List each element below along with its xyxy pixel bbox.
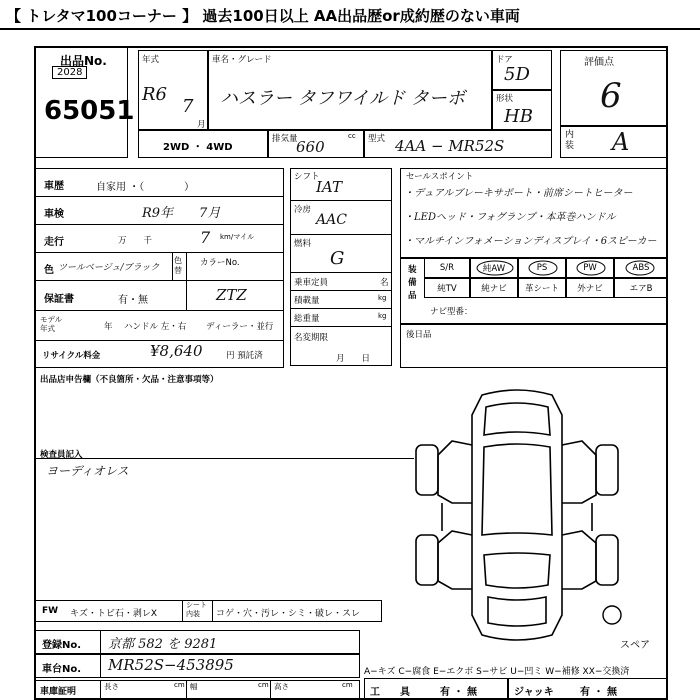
year-era: R6 xyxy=(142,84,168,105)
header-title: 【 トレタマ100コーナー 】 過去100日以上 AA出品歴or成約歴のない車両 xyxy=(6,7,520,25)
load-label: 積載量 xyxy=(294,296,320,306)
fuel-value: G xyxy=(330,248,345,269)
circle-abs xyxy=(626,261,654,275)
equip-airbag: エアB xyxy=(614,278,668,298)
history-label: 車歴 xyxy=(44,181,64,192)
inspector-text: ヨーディオレス xyxy=(46,464,129,478)
legend-fw-items: キズ・トビ石・剥レX xyxy=(70,609,157,619)
sales-line-3: ・マルチインフォメーションディスプレイ・6スピーカー xyxy=(404,236,657,247)
displacement-label: 排気量 xyxy=(272,134,298,144)
warranty-value: 有・無 xyxy=(118,295,148,306)
header-bar xyxy=(0,0,700,30)
equip-aw: 純AW xyxy=(470,258,518,278)
equip-ps: PS xyxy=(518,258,566,278)
equip-leather: 革シート xyxy=(518,278,566,298)
model-label: 型式 xyxy=(368,134,386,144)
shift-label: シフト xyxy=(294,172,320,182)
color-change-label: 色替 xyxy=(174,256,182,275)
circle-pw xyxy=(577,261,605,275)
inspection-label: 車検 xyxy=(44,209,64,220)
model-year-year: 年 xyxy=(104,322,113,332)
warranty-label: 保証書 xyxy=(44,294,74,305)
certificate-length-unit: cm xyxy=(174,681,185,689)
jack-label: ジャッキ xyxy=(514,687,554,698)
color-value: ツールベージュ/ブラック xyxy=(58,263,160,273)
capacity-label: 乗車定員 xyxy=(294,278,329,288)
spare-label: スペア xyxy=(620,640,650,651)
equip-sr: S/R xyxy=(424,258,470,278)
history-value: 自家用 ・（ ） xyxy=(96,182,195,193)
certificate-height: 高さ xyxy=(274,682,289,691)
car-diagram xyxy=(412,385,622,645)
shift-value: IAT xyxy=(316,178,342,196)
jack-value: 有 ・ 無 xyxy=(580,687,617,698)
ac-label: 冷房 xyxy=(294,205,312,215)
legend-fw-label: FW xyxy=(42,606,59,616)
tools-value: 有 ・ 無 xyxy=(440,687,477,698)
certificate-label: 車庫証明 xyxy=(40,687,77,697)
name-label: 車名・グレード xyxy=(212,55,272,65)
deadline-label: 名変期限 xyxy=(294,333,329,343)
color-label: 色 xyxy=(44,265,54,276)
registration-label: 登録No. xyxy=(42,640,82,651)
equip-navi-model: ナビ型番： xyxy=(430,307,473,317)
chassis-label: 車台No. xyxy=(42,664,82,675)
mileage-units: 万 千 xyxy=(118,236,153,246)
displacement-value: 660 xyxy=(296,138,325,156)
lot-number: 65051 xyxy=(44,96,135,126)
certificate-height-unit: cm xyxy=(342,681,353,689)
weight-label: 総重量 xyxy=(294,314,320,324)
lot-year-tag: 2028 xyxy=(52,66,87,79)
equipment-circles xyxy=(400,256,668,280)
weight-unit: kg xyxy=(378,312,387,320)
equip-ext-navi: 外ナビ xyxy=(566,278,614,298)
year-label: 年式 xyxy=(142,55,160,65)
model-year-handle: ハンドル 左・右 xyxy=(124,322,187,332)
mileage-unit: km/マイル xyxy=(220,233,255,241)
year-month-label: 月 xyxy=(197,120,206,130)
model-value: 4AA − MR52S xyxy=(395,137,505,155)
name-value: ハスラー タフワイルド ターボ xyxy=(220,88,465,109)
sales-line-2: ・LEDヘッド・フォグランプ・本革巻ハンドル xyxy=(404,212,616,223)
chassis-value: MR52S−453895 xyxy=(108,656,234,674)
registration-value: 京都 582 を 9281 xyxy=(108,637,218,652)
load-unit: kg xyxy=(378,294,387,302)
damage-legend: A−キズ C−腐食 E−エクボ S−サビ U−凹ミ W−補修 XX−交換済 xyxy=(364,667,630,677)
capacity-unit: 名 xyxy=(380,278,389,288)
lot-label: 出品No. xyxy=(60,54,107,68)
year-month: 7 xyxy=(182,96,194,117)
equip-pw: PW xyxy=(566,258,614,278)
spare-wheel-icon xyxy=(603,606,621,624)
inspection-value: R9年 7月 xyxy=(142,206,221,221)
notes-label: 後日品 xyxy=(406,330,432,340)
recycle-value: ¥8,640 xyxy=(150,342,203,360)
fuel-label: 燃料 xyxy=(294,239,312,249)
score-value: 6 xyxy=(600,76,622,116)
interior-value: A xyxy=(612,128,630,156)
doors-value: 5D xyxy=(504,64,530,85)
circle-aw xyxy=(477,261,513,275)
seller-notes-label: 出品店申告欄（不良箇所・欠品・注意事項等） xyxy=(40,375,219,385)
shape-label: 形状 xyxy=(496,94,514,104)
deadline-unit: 月 日 xyxy=(336,354,371,364)
model-year-label: モデル年式 xyxy=(40,315,63,333)
certificate-width-unit: cm xyxy=(258,681,269,689)
legend-seat-items: コゲ・穴・汚レ・シミ・破レ・スレ xyxy=(216,609,361,619)
drive-label: 2WD ・ 4WD xyxy=(163,142,233,153)
ac-value: AAC xyxy=(316,212,347,228)
interior-label: 内装 xyxy=(565,130,575,151)
notes-box xyxy=(400,324,668,368)
displacement-unit: cc xyxy=(348,132,356,140)
equipment-label: 装備品 xyxy=(408,265,417,301)
color-code-label: カラーNo. xyxy=(200,258,240,268)
recycle-suffix: 円 預託済 xyxy=(226,351,263,361)
equip-abs: ABS xyxy=(614,258,668,278)
certificate-length: 長さ xyxy=(104,682,119,691)
recycle-label: リサイクル料金 xyxy=(42,351,101,361)
legend-seat-label: シート内装 xyxy=(186,601,207,618)
mileage-value: 7 xyxy=(200,228,211,247)
tools-label: 工 具 xyxy=(370,687,410,698)
shape-value: HB xyxy=(504,106,533,127)
inspector-label: 検査員記入 xyxy=(40,450,83,460)
model-year-dealer: ディーラー・並行 xyxy=(206,322,274,332)
score-label: 評価点 xyxy=(584,57,614,68)
equip-navi: 純ナビ xyxy=(470,278,518,298)
color-code-value: ZTZ xyxy=(216,286,247,304)
sales-label: セールスポイント xyxy=(406,172,474,182)
sales-line-1: ・デュアルブレーキサポート・前席シートヒーター xyxy=(404,188,633,199)
circle-ps xyxy=(529,261,557,275)
mileage-label: 走行 xyxy=(44,237,64,248)
doors-label: ドア xyxy=(496,55,513,65)
equip-tv: 純TV xyxy=(424,278,470,298)
certificate-width: 幅 xyxy=(190,682,198,691)
